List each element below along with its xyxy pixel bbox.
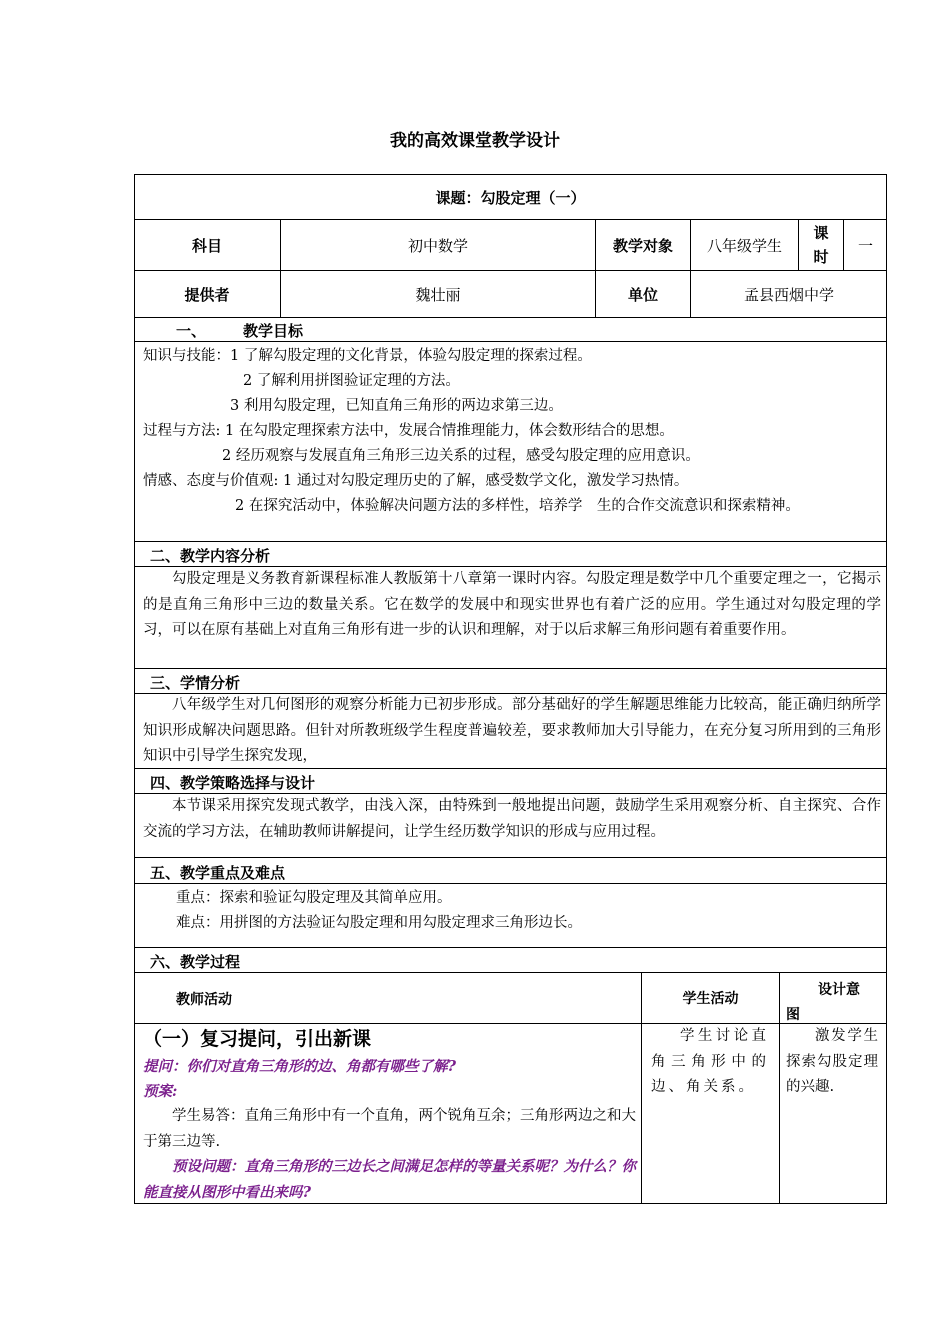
- row-divider: [134, 947, 887, 948]
- keypoints-heading: 五、教学重点及难点: [150, 864, 286, 882]
- review-question: 提问：你们对直角三角形的边、角都有哪些了解?: [143, 1058, 456, 1075]
- col-divider: [779, 972, 780, 1204]
- expected-answer: 学生易答：直角三角形中有一个直角，两个锐角互余；三角形两边之和大于第三边等.: [143, 1108, 636, 1150]
- subject-label: 科目: [191, 236, 222, 255]
- student-analysis-heading: 三、学情分析: [150, 674, 241, 692]
- key-point: 重点：探索和验证勾股定理及其简单应用。: [176, 890, 452, 906]
- goal-line: 过程与方法: 1 在勾股定理探索方法中，发展合情推理能力，体会数形结合的思想。: [143, 423, 674, 439]
- design-intent-header-line1: 设计意: [818, 982, 860, 998]
- student-analysis-text: 八年级学生对几何图形的观察分析能力已初步形成。部分基础好的学生解题思维能力比较高，能正确归纳所学知识形成解决问题思路。但针对所教班级学生程度普遍较差，要求教师加大引导能力，在充分复习所用到的三角形知识中引导学生探究发现，: [143, 697, 881, 764]
- goals-heading-number: 一、: [176, 322, 207, 340]
- document-title: 我的高效课堂教学设计: [390, 131, 560, 151]
- answer-label: 预案:: [143, 1083, 178, 1100]
- unit-label: 单位: [627, 285, 658, 304]
- goal-line: 知识与技能：1 了解勾股定理的文化背景，体验勾股定理的探索过程。: [143, 348, 592, 364]
- teacher-activity-header: 教师活动: [176, 992, 232, 1008]
- goal-line: 2 了解利用拼图验证定理的方法。: [243, 373, 460, 389]
- provider-value: 魏壮丽: [415, 285, 461, 304]
- student-activity-header: 学生活动: [682, 991, 739, 1007]
- period-label-line1: 课: [813, 224, 829, 242]
- goal-line: 3 利用勾股定理，已知直角三角形的两边求第三边。: [230, 398, 563, 414]
- process-step-title: （一）复习提问，引出新课: [143, 1028, 372, 1050]
- process-heading: 六、教学过程: [150, 953, 241, 971]
- difficulty-point: 难点：用拼图的方法验证勾股定理和用勾股定理求三角形边长。: [176, 915, 582, 931]
- row-divider: [134, 341, 887, 342]
- goal-line: 2 经历观察与发展直角三角形三边关系的过程，感受勾股定理的应用意识。: [222, 448, 700, 464]
- student-activity-text: 学生讨论直角三角形中的边、角关系。: [651, 1028, 769, 1095]
- goals-heading: 教学目标: [243, 322, 304, 340]
- content-analysis-heading: 二、教学内容分析: [150, 547, 271, 565]
- target-label: 教学对象: [612, 236, 673, 255]
- row-divider: [134, 541, 887, 542]
- subject-value: 初中数学: [407, 236, 468, 255]
- strategy-text: 本节课采用探究发现式教学，由浅入深，由特殊到一般地提出问题，鼓励学生采用观察分析、自主探究、合作交流的学习方法，在辅助教师讲解提问，让学生经历数学知识的形成与应用过程。: [143, 798, 881, 840]
- provider-label: 提供者: [184, 285, 230, 304]
- period-value: 一: [857, 236, 873, 255]
- design-intent-header-line2: 图: [786, 1007, 800, 1023]
- strategy-heading: 四、教学策略选择与设计: [150, 774, 316, 792]
- goal-line: 情感、态度与价值观: 1 通过对勾股定理历史的了解，感受数学文化，激发学习热情。: [143, 473, 689, 489]
- content-analysis-text: 勾股定理是义务教育新课程标准人教版第十八章第一课时内容。勾股定理是数学中几个重要定理之一，它揭示的是直角三角形中三边的数量关系。它在数学的发展中和现实世界也有着广泛的应用。学生通过对勾股定理的学习，可以在原有基础上对直角三角形有进一步的认识和理解，对于以后求解三角形问题有着重要作用。: [143, 571, 881, 638]
- unit-value: 孟县西烟中学: [743, 285, 834, 304]
- row-divider: [134, 883, 887, 884]
- row-divider: [134, 317, 887, 318]
- goal-line: 2 在探究活动中，体验解决问题方法的多样性，培养学 生的合作交流意识和探索精神。: [235, 498, 800, 514]
- target-value: 八年级学生: [706, 236, 782, 255]
- topic-title: 课题：勾股定理（一）: [435, 188, 586, 207]
- row-divider: [134, 668, 887, 669]
- period-label: [799, 220, 843, 270]
- row-divider: [134, 857, 887, 858]
- design-intent-text: 激发学生探索勾股定理的兴趣.: [786, 1028, 878, 1095]
- preset-question: 预设问题：直角三角形的三边长之间满足怎样的等量关系呢？为什么？你能直接从图形中看出来吗?: [143, 1158, 636, 1201]
- period-label-line2: 时: [813, 248, 829, 266]
